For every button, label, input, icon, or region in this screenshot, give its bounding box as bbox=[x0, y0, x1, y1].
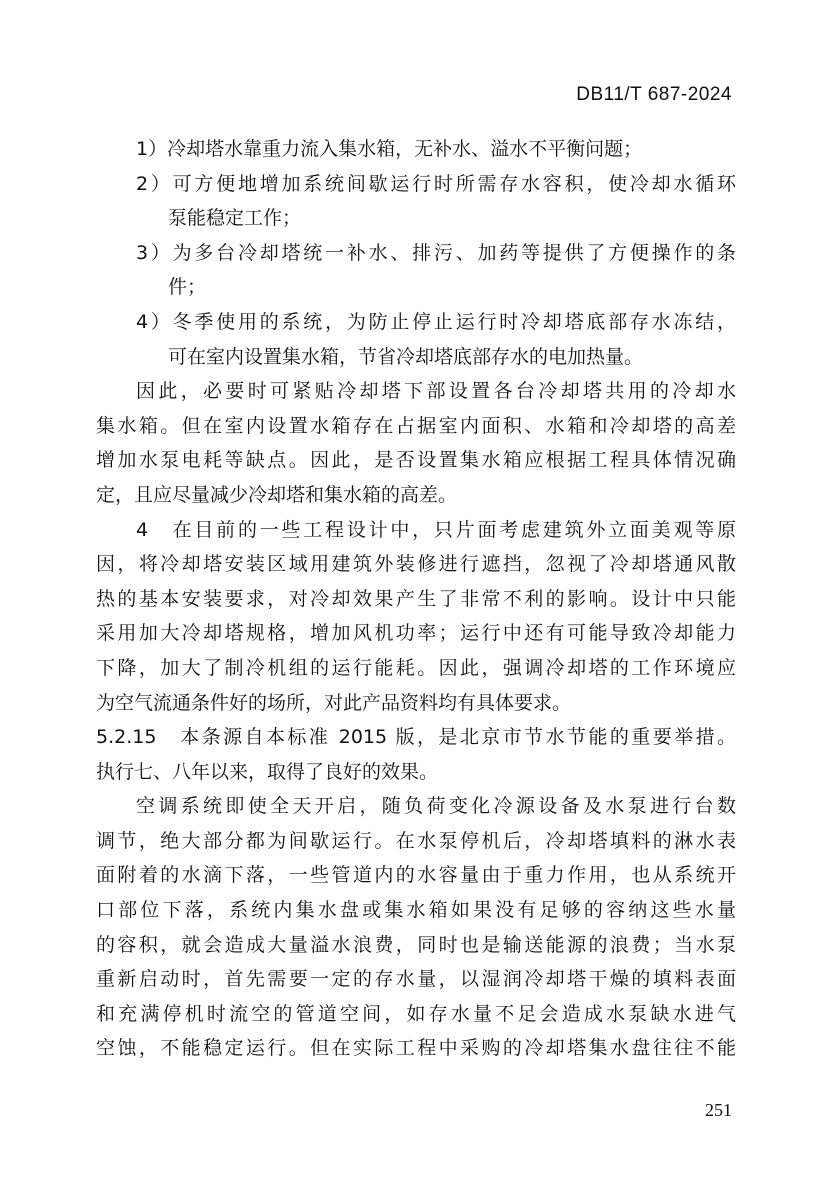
text-line: 增加水泵电耗等缺点。因此，是否设置集水箱应根据工程具体情况确 bbox=[96, 449, 736, 472]
text-line: 口部位下落，系统内集水盘或集水箱如果没有足够的容纳这些水量 bbox=[96, 899, 736, 922]
text-line: 泵能稳定工作； bbox=[168, 207, 302, 230]
standard-code: DB11/T 687-2024 bbox=[576, 84, 732, 105]
text-line: 执行七、八年以来，取得了良好的效果。 bbox=[96, 760, 439, 783]
text-line: 定，且应尽量减少冷却塔和集水箱的高差。 bbox=[96, 483, 458, 506]
body-text bbox=[96, 132, 736, 1066]
text-line: 因此，必要时可紧贴冷却塔下部设置各台冷却塔共用的冷却水 bbox=[136, 380, 736, 403]
text-line: 4 在目前的一些工程设计中，只片面考虑建筑外立面美观等原 bbox=[136, 518, 736, 541]
text-line: 空蚀，不能稳定运行。但在实际工程中采购的冷却塔集水盘往往不能 bbox=[96, 1037, 736, 1060]
text-line: 因，将冷却塔安装区域用建筑外装修进行遮挡，忽视了冷却塔通风散 bbox=[96, 553, 736, 576]
text-line: 采用加大冷却塔规格，增加风机功率；运行中还有可能导致冷却能力 bbox=[96, 622, 736, 645]
text-line: 重新启动时，首先需要一定的存水量，以湿润冷却塔干燥的填料表面 bbox=[96, 968, 736, 991]
text-line: 的容积，就会造成大量溢水浪费，同时也是输送能源的浪费；当水泵 bbox=[96, 933, 736, 956]
text-line: 集水箱。但在室内设置水箱存在占据室内面积、水箱和冷却塔的高差 bbox=[96, 414, 736, 437]
text-line: 5.2.15 本条源自本标准 2015 版，是北京市节水节能的重要举措。 bbox=[96, 726, 736, 749]
text-line: 面附着的水滴下落，一些管道内的水容量由于重力作用，也从系统开 bbox=[96, 864, 736, 887]
text-line: 3）为多台冷却塔统一补水、排污、加药等提供了方便操作的条 bbox=[136, 241, 736, 264]
text-line: 2）可方便地增加系统间歇运行时所需存水容积，使冷却水循环 bbox=[136, 172, 736, 195]
text-line: 调节，绝大部分都为间歇运行。在水泵停机后，冷却塔填料的淋水表 bbox=[96, 829, 736, 852]
text-line: 和充满停机时流空的管道空间，如存水量不足会造成水泵缺水进气 bbox=[96, 1002, 736, 1025]
text-line: 4）冬季使用的系统，为防止停止运行时冷却塔底部存水冻结， bbox=[136, 310, 736, 333]
text-line: 为空气流通条件好的场所，对此产品资料均有具体要求。 bbox=[96, 691, 572, 714]
text-line: 可在室内设置集水箱，节省冷却塔底部存水的电加热量。 bbox=[168, 345, 644, 368]
text-line: 热的基本安装要求，对冷却效果产生了非常不利的影响。设计中只能 bbox=[96, 587, 736, 610]
text-line: 下降，加大了制冷机组的运行能耗。因此，强调冷却塔的工作环境应 bbox=[96, 656, 736, 679]
text-line: 1）冷却塔水靠重力流入集水箱，无补水、溢水不平衡问题； bbox=[136, 138, 643, 160]
text-line: 空调系统即使全天开启，随负荷变化冷源设备及水泵进行台数 bbox=[136, 795, 736, 818]
page-number: 251 bbox=[705, 1100, 732, 1120]
text-line: 件； bbox=[168, 276, 207, 299]
